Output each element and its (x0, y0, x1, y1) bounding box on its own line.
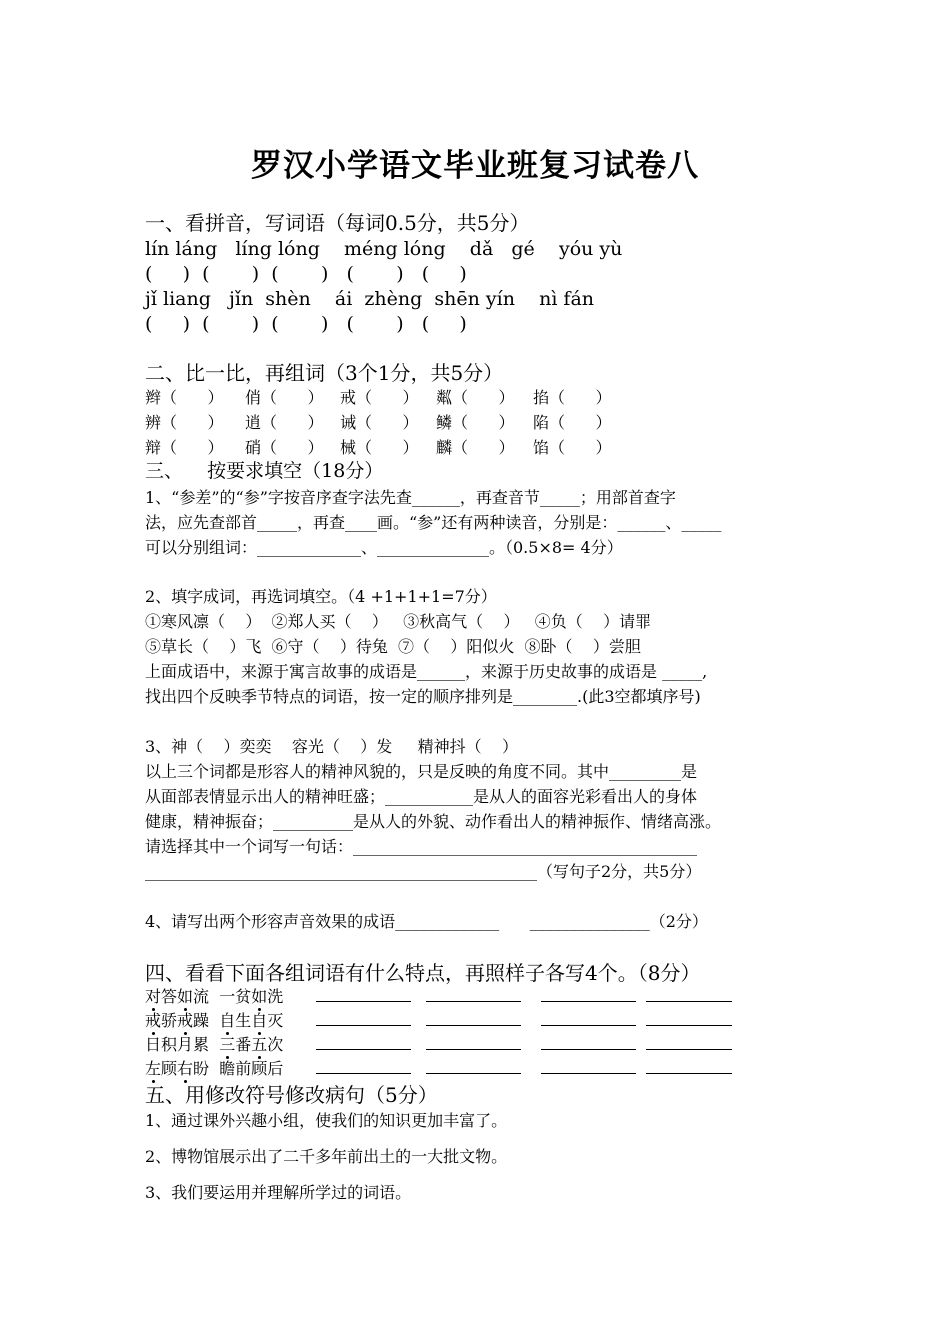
compare-cell: 械（ ） (340, 438, 419, 457)
answer-blank[interactable] (646, 1001, 732, 1002)
answer-blank[interactable] (426, 1001, 521, 1002)
answer-blank[interactable] (541, 1073, 636, 1074)
answer-blank[interactable] (426, 1025, 521, 1026)
answer-blank[interactable] (646, 1073, 732, 1074)
q3-line-3: 健康，精神振奋；__________是从人的外貌、动作看出人的精神振作、情绪高涨。 (145, 812, 722, 831)
section-4-heading: 四、看看下面各组词语有什么特点，再照样子各写4个。（8分） (145, 961, 701, 985)
answer-blank[interactable] (316, 1049, 411, 1050)
sentence-item: 2、博物馆展示出了二千多年前出土的一大批文物。 (145, 1147, 508, 1166)
compare-cell: 硝（ ） (245, 438, 324, 457)
compare-cell: 逍（ ） (245, 413, 324, 432)
idiom-row: 对答如流 一贫如洗 (145, 987, 284, 1006)
idiom-row: 左顾右盼 瞻前顾后 (145, 1059, 284, 1078)
answer-blank[interactable] (646, 1025, 732, 1026)
compare-cell: 麟（ ） (436, 438, 515, 457)
compare-cell: 诫（ ） (340, 413, 419, 432)
answer-blank[interactable] (316, 1025, 411, 1026)
answer-parens-row-1: ( ) ( ) ( ) ( ) ( ) (145, 263, 467, 285)
q1-line-2: 法，应先查部首_____，再查____画。“参”还有两种读音，分别是：______、_____ (145, 513, 722, 532)
q1-line-3: 可以分别组词：_____________、______________。（0.5×8= 4分） (145, 538, 623, 557)
compare-cell: 戒（ ） (340, 388, 419, 407)
compare-cell: 辫（ ） (145, 388, 224, 407)
sentence-item: 3、我们要运用并理解所学过的词语。 (145, 1183, 412, 1202)
sentence-item: 1、通过课外兴趣小组，使我们的知识更加丰富了。 (145, 1111, 508, 1130)
idiom-row: 日积月累 三番五次 (145, 1035, 284, 1054)
compare-cell: 掐（ ） (533, 388, 612, 407)
q2-line-2: ⑤草长（ ）飞 ⑥守（ ）待兔 ⑦（ ）阳似火 ⑧卧（ ）尝胆 (145, 637, 641, 656)
section-5-heading: 五、用修改符号修改病句（5分） (145, 1083, 438, 1107)
answer-blank[interactable] (646, 1049, 732, 1050)
answer-blank[interactable] (426, 1073, 521, 1074)
compare-cell: 辩（ ） (145, 438, 224, 457)
q1-line-1: 1、“参差”的“参”字按音序查字法先查______，再查音节_____；用部首查字 (145, 488, 676, 507)
q2-line-4: 找出四个反映季节特点的词语，按一定的顺序排列是________.(此3空都填序号) (145, 687, 701, 706)
q3-line-5: _________________________________________________（写句子2分，共5分） (145, 862, 702, 881)
answer-blank[interactable] (541, 1025, 636, 1026)
compare-cell: 馅（ ） (533, 438, 612, 457)
q3-line-4: 请选择其中一个词写一句话：___________________________________________ (145, 837, 698, 856)
q3-line-0: 3、神（ ）奕奕 容光（ ）发 精神抖（ ） (145, 737, 518, 756)
q2-line-1: ①寒风凛（ ） ②郑人买（ ） ③秋高气（ ） ④负（ ）请罪 (145, 612, 652, 631)
section-1-heading: 一、看拼音，写词语（每词0.5分，共5分） (145, 211, 530, 235)
compare-cell: 鳞（ ） (436, 413, 515, 432)
q3-line-1: 以上三个词都是形容人的精神风貌的，只是反映的角度不同。其中_________是 (145, 762, 698, 781)
q2-line-3: 上面成语中，来源于寓言故事的成语是______，来源于历史故事的成语是 _____, (145, 662, 708, 681)
compare-cell: 粼（ ） (436, 388, 515, 407)
answer-blank[interactable] (426, 1049, 521, 1050)
section-2-heading: 二、比一比，再组词（3个1分，共5分） (145, 361, 504, 385)
compare-cell: 陷（ ） (533, 413, 612, 432)
section-3-heading: 三、 按要求填空（18分） (145, 460, 384, 482)
answer-blank[interactable] (541, 1001, 636, 1002)
idiom-row: 戒骄戒躁 自生自灭 (145, 1011, 284, 1030)
q3-line-2: 从面部表情显示出人的精神旺盛；___________是从人的面容光彩看出人的身体 (145, 787, 698, 806)
page-title: 罗汉小学语文毕业班复习试卷八 (251, 148, 699, 184)
q2-line-0: 2、填字成词，再选词填空。（4 +1+1+1=7分） (145, 587, 497, 606)
answer-blank[interactable] (541, 1049, 636, 1050)
answer-blank[interactable] (316, 1001, 411, 1002)
compare-cell: 俏（ ） (245, 388, 324, 407)
answer-blank[interactable] (316, 1073, 411, 1074)
pinyin-row-1: lín láng líng lóng méng lóng dǎ gé yóu yù (145, 238, 623, 260)
q4-line: 4、请写出两个形容声音效果的成语_____________ _______________（2分） (145, 912, 708, 931)
pinyin-row-2: jǐ liang jǐn shèn ái zhèng shēn yín nì fán (145, 288, 595, 310)
compare-cell: 辨（ ） (145, 413, 224, 432)
answer-parens-row-2: ( ) ( ) ( ) ( ) ( ) (145, 313, 467, 335)
